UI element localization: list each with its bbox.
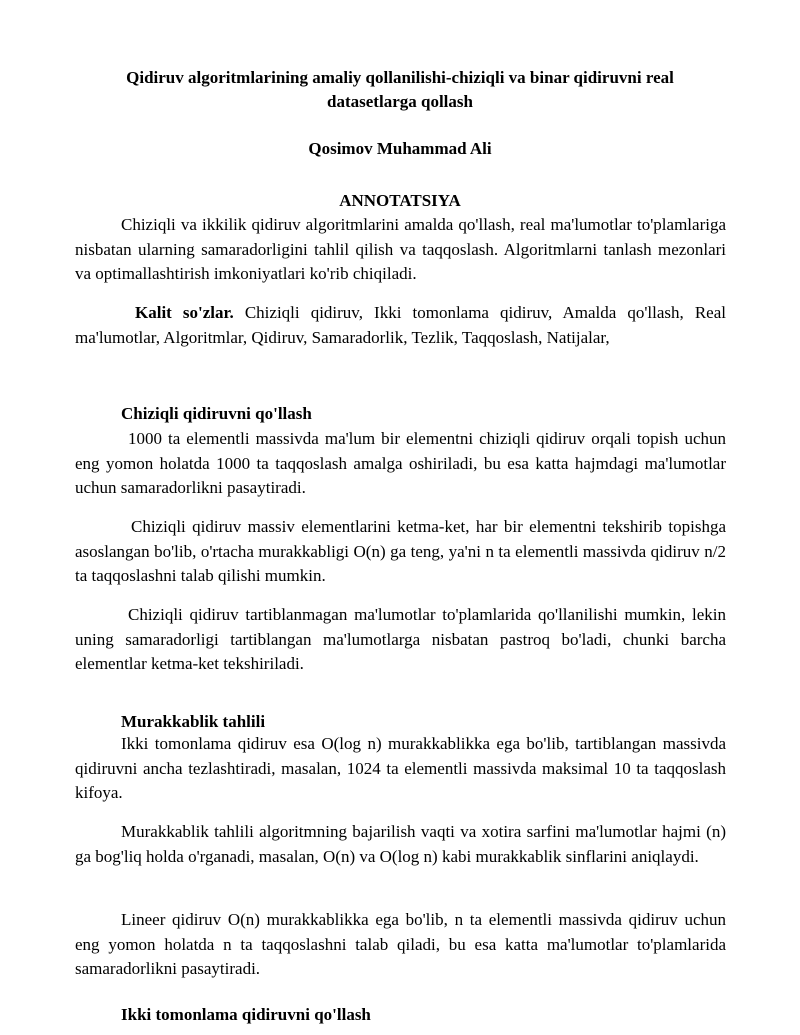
section-heading-binary-search: Ikki tomonlama qidiruvni qo'llash (121, 1005, 371, 1024)
section-heading-linear-search: Chiziqli qidiruvni qo'llash (121, 404, 312, 423)
body-paragraph: Chiziqli qidiruv tartiblanmagan ma'lumotlar to'plamlarida qo'llanilishi mumkin, lekin uning samaradorligi tartiblangan ma'lumotlarga nisbatan pastroq bo'ladi, chunki barcha elementlar ketma-ket tekshiriladi. (75, 605, 726, 673)
section-heading-complexity: Murakkablik tahlili (121, 712, 266, 731)
body-paragraph: Murakkablik tahlili algoritmning bajarilish vaqti va xotira sarfini ma'lumotlar hajmi (n) ga bog'liq holda o'rganadi, masalan, O(n) va O(log n) kabi murakkablik sinflarini aniqlaydi. (75, 822, 726, 866)
keywords-label: Kalit so'zlar. (135, 303, 234, 322)
annotation-text: Chiziqli va ikkilik qidiruv algoritmlarini amalda qo'llash, real ma'lumotlar to'plamlariga nisbatan ularning samaradorligini tahlil qilish va taqqoslash. Algoritmlarni tanlash mezonlari va optimallashtirish imkoniyatlari ko'rib chiqiladi. (75, 215, 726, 283)
annotation-paragraph (75, 213, 726, 287)
body-paragraph: Chiziqli qidiruv massiv elementlarini ketma-ket, har bir elementni tekshirib topishga asoslangan bo'lib, o'rtacha murakkabligi O(n) ga teng, ya'ni n ta elementli massivda qidiruv n/2 ta taqqoslashni talab qilishi mumkin. (75, 517, 726, 585)
body-paragraph: 1000 ta elementli massivda ma'lum bir elementni chiziqli qidiruv orqali topish uchun eng yomon holatda 1000 ta taqqoslash amalga oshiriladi, bu esa katta hajmdagi ma'lumotlar uchun samaradorlikni pasaytiradi. (75, 429, 726, 497)
paper-title: Qidiruv algoritmlarining amaliy qollanilishi-chiziqli va binar qidiruvni real datasetlarga qollash (126, 68, 674, 111)
body-paragraph: Lineer qidiruv O(n) murakkablikka ega bo'lib, n ta elementli massivda qidiruv uchun eng yomon holatda n ta taqqoslashni talab qiladi, bu esa katta ma'lumotlar to'plamlarida samaradorlikni pasaytiradi. (75, 910, 726, 978)
keywords-paragraph (75, 301, 726, 350)
annotation-heading: ANNOTATSIYA (339, 191, 461, 210)
keywords-text: Chiziqli qidiruv, Ikki tomonlama qidiruv, Amalda qo'llash, Real ma'lumotlar, Algoritmlar, Qidiruv, Samaradorlik, Tezlik, Taqqoslash, Natijalar, (75, 303, 726, 347)
author-name: Qosimov Muhammad Ali (308, 139, 492, 158)
body-paragraph: Ikki tomonlama qidiruv esa O(log n) murakkablikka ega bo'lib, tartiblangan massivda qidiruvni ancha tezlashtiradi, masalan, 1024 ta elementli massivda maksimal 10 ta taqqoslash kifoya. (75, 734, 726, 802)
